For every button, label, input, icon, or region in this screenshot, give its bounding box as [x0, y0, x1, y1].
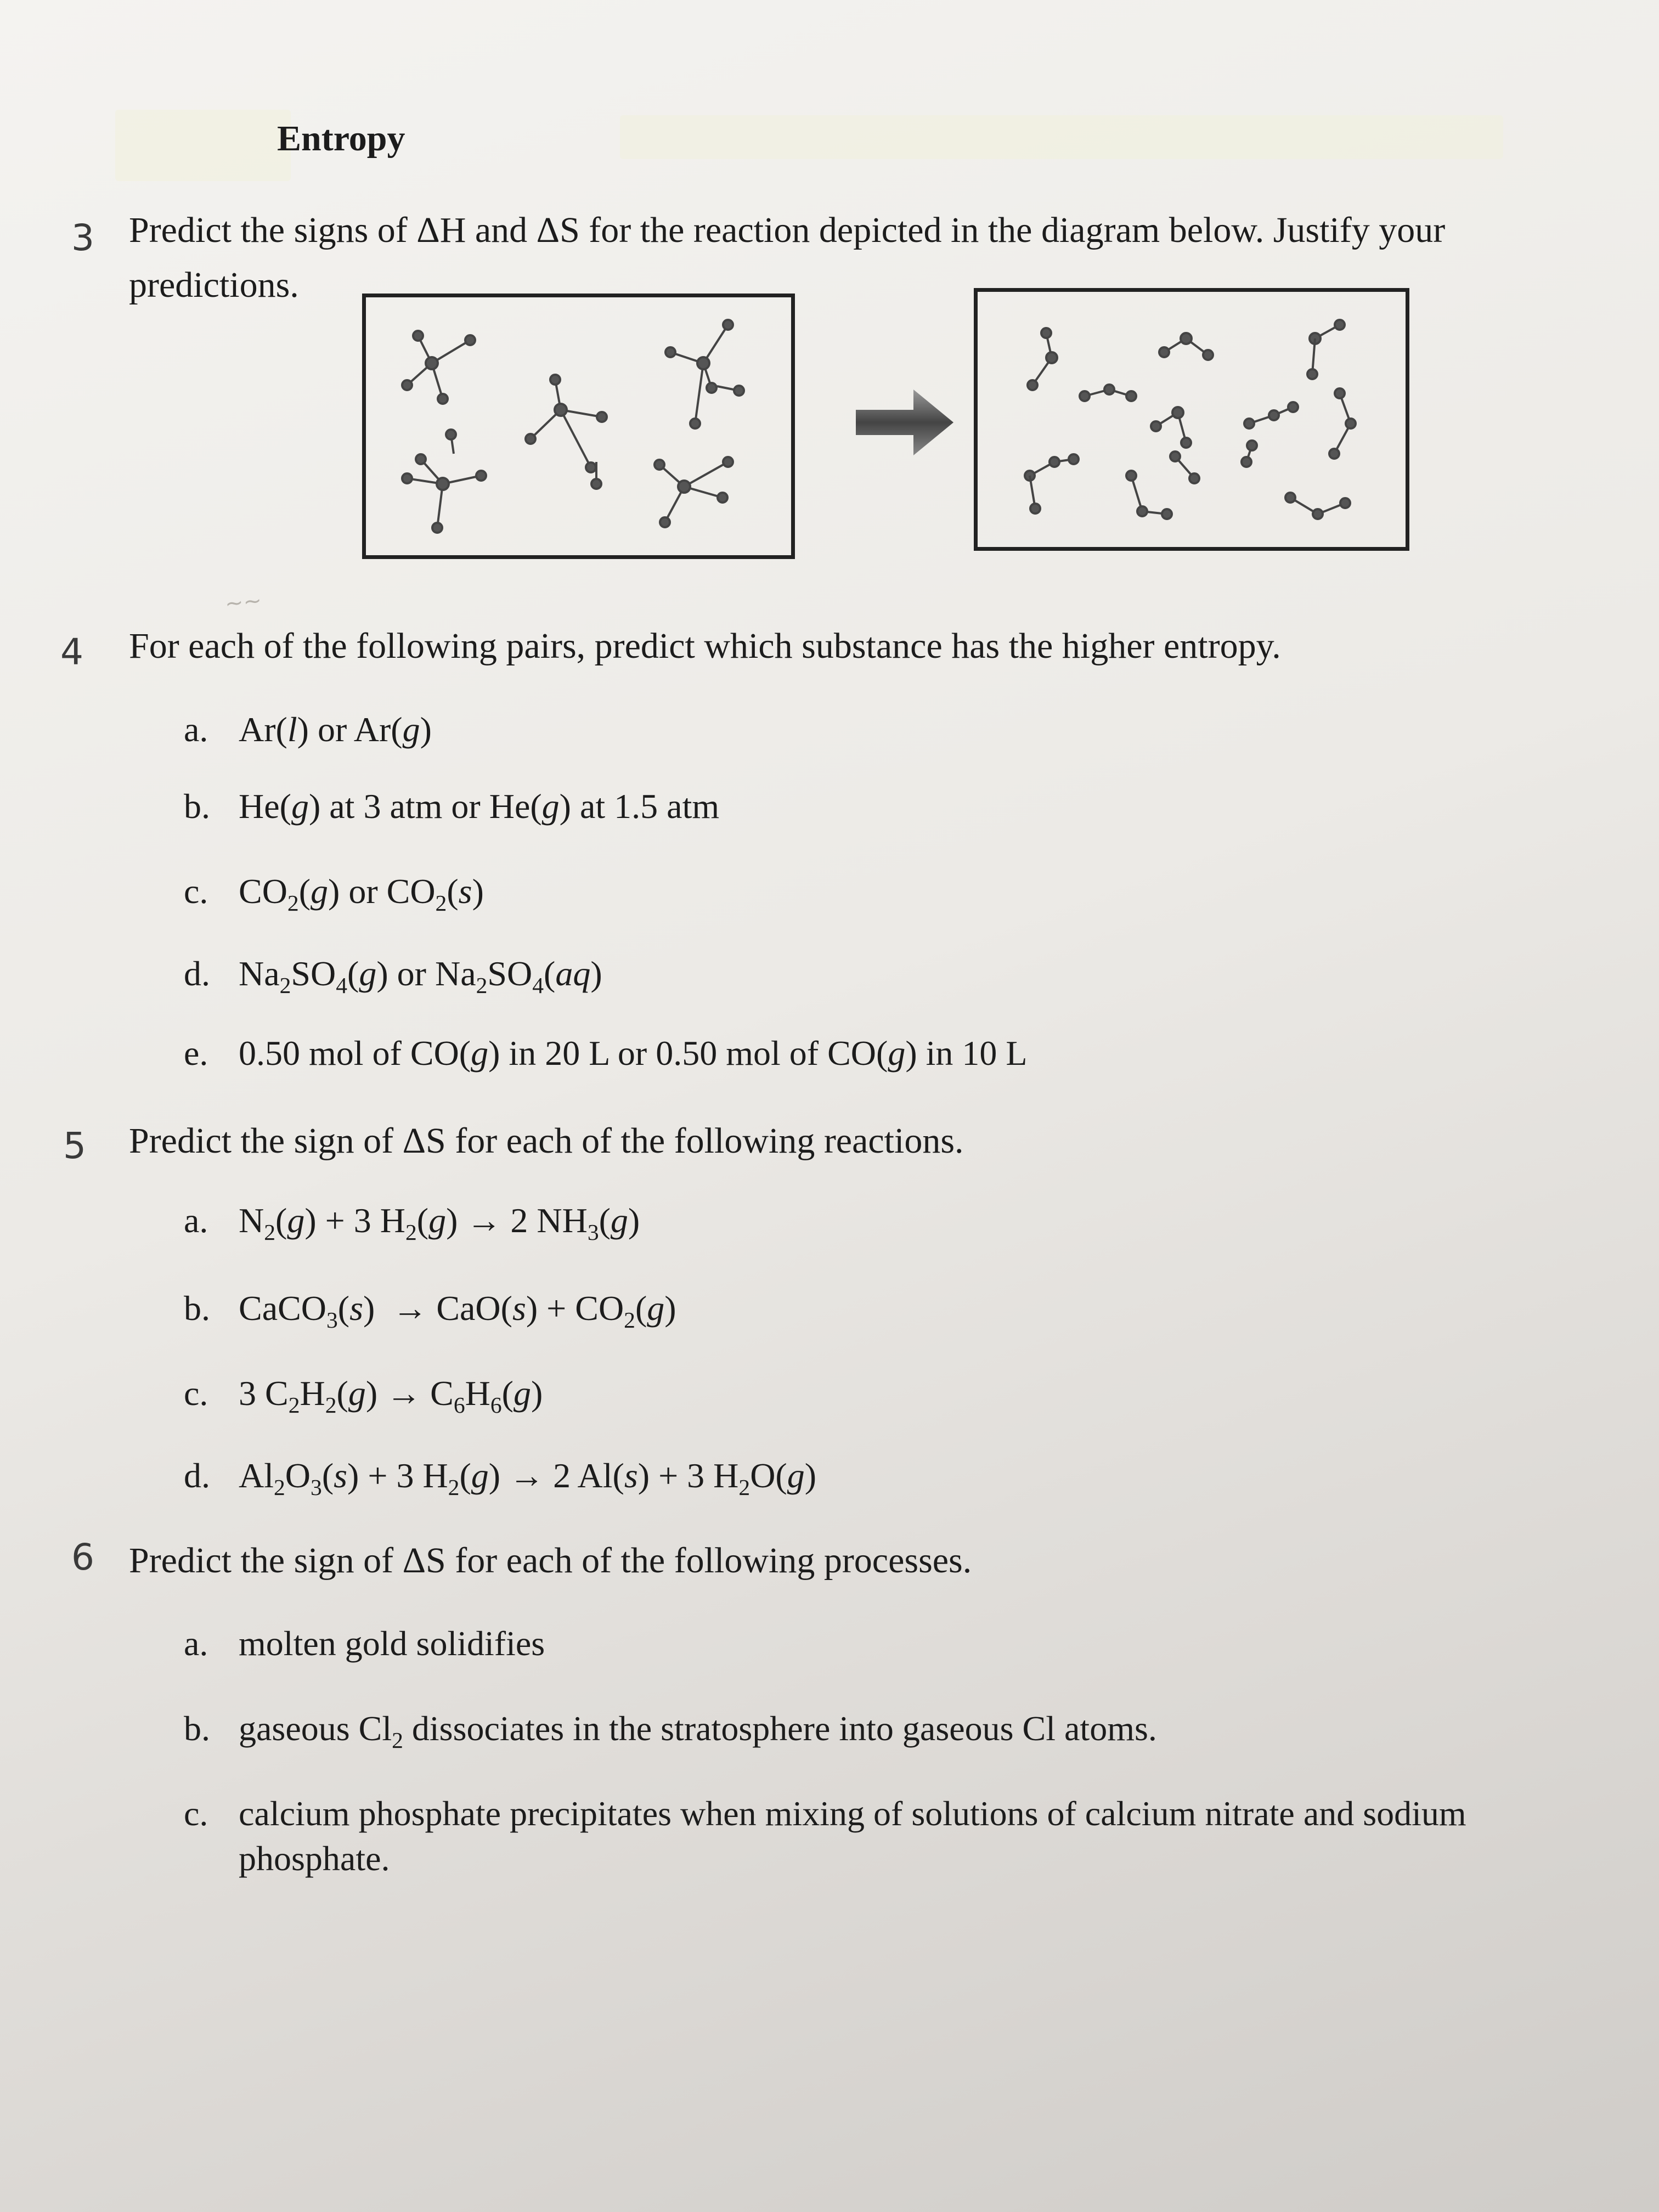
- molecule: [402, 331, 475, 404]
- molecule: [654, 457, 733, 527]
- question-3-line1: Predict the signs of ΔH and ΔS for the reaction depicted in the diagram below. Justify your: [129, 210, 1446, 250]
- q4-item-label: c.: [184, 872, 208, 911]
- question-6-text: Predict the sign of ΔS for each of the following processes.: [129, 1541, 972, 1581]
- q4-item: [184, 1031, 1028, 1075]
- q4-item: [184, 952, 602, 1007]
- question-5-text: Predict the sign of ΔS for each of the following reactions.: [129, 1121, 964, 1161]
- erased-pencil-mark: ~~: [223, 588, 263, 617]
- tape-strip-right: [620, 115, 1503, 159]
- q6-item-text: calcium phosphate precipitates when mixing of solutions of calcium nitrate and sodium phosphate.: [239, 1794, 1466, 1878]
- molecule: [717, 386, 744, 396]
- q4-item-label: d.: [184, 954, 210, 993]
- page-title: Entropy: [277, 119, 405, 159]
- q6-item-label: c.: [184, 1794, 208, 1833]
- q4-item-label: a.: [184, 710, 208, 749]
- molecule: [402, 430, 486, 533]
- q5-item: [184, 1454, 816, 1509]
- q5-item-text: CaCO$_3$(s) → $CaO(s) + CO_2(g)$: [239, 1289, 676, 1333]
- q4-item: [184, 785, 719, 828]
- question-6-number: 6: [71, 1536, 94, 1578]
- tape-strip-left: [115, 110, 291, 181]
- question-4-text: For each of the following pairs, predict which substance has the higher entropy.: [129, 626, 1281, 666]
- q5-item: [184, 1286, 676, 1342]
- question-3-number: 3: [71, 217, 94, 259]
- q4-item-text: 0.50 mol of CO(g) in 20 L or 0.50 mol of CO(g) in 10 L: [239, 1034, 1028, 1073]
- molecule: [665, 320, 733, 428]
- question-4-number: 4: [60, 631, 83, 673]
- q5-item-text: $N_2(g) + 3$ $H_2(g) \to 2$ $NH_3(g)$: [239, 1201, 640, 1245]
- q4-item-text: He(g) at 3 atm or He(g) at 1.5 atm: [239, 787, 720, 826]
- question-5-number: 5: [63, 1125, 86, 1167]
- q6-item: [184, 1706, 1157, 1763]
- q6-item-text: gaseous $Cl_2$ dissociates in the stratosphere into gaseous Cl atoms.: [239, 1709, 1157, 1753]
- q4-item-text: $CO_2(g)$ or $CO_2(s)$: [239, 872, 484, 916]
- q6-item-text: molten gold solidifies: [239, 1624, 545, 1663]
- q4-item-text: $Na_2SO_4(g)$ or $Na_2SO_4(aq)$: [239, 954, 602, 998]
- q4-item: [184, 708, 432, 752]
- q5-item: [184, 1199, 640, 1254]
- product-molecules: [978, 292, 1406, 547]
- q5-item-label: d.: [184, 1456, 210, 1495]
- q6-item-label: a.: [184, 1624, 208, 1663]
- q5-item-label: b.: [184, 1289, 210, 1328]
- q6-item-label: b.: [184, 1709, 210, 1748]
- q4-item-label: e.: [184, 1034, 208, 1073]
- q5-item-label: c.: [184, 1374, 208, 1413]
- q5-item-text: $Al_2O_3(s) + 3$ $H_2(g) \to 2$ Al(s) + 3 $H_2O(g)$: [239, 1456, 817, 1500]
- q5-item: [184, 1372, 543, 1427]
- q4-item-label: b.: [184, 787, 210, 826]
- q5-item-text: 3 $C_2H_2(g) \to C_6H_6(g)$: [239, 1374, 543, 1418]
- molecule: [526, 375, 607, 472]
- q6-item: [184, 1621, 545, 1666]
- question-3-line2: predictions.: [129, 265, 299, 305]
- q4-item: [184, 870, 484, 925]
- reactant-molecules: [366, 297, 791, 555]
- q4-item-text: Ar(l) or Ar(g): [239, 710, 432, 749]
- reaction-arrow-icon: [856, 387, 955, 458]
- q5-item-label: a.: [184, 1201, 208, 1240]
- reactant-diagram-box: [362, 294, 795, 559]
- product-diagram-box: [974, 288, 1409, 551]
- q6-item: [184, 1791, 1466, 1881]
